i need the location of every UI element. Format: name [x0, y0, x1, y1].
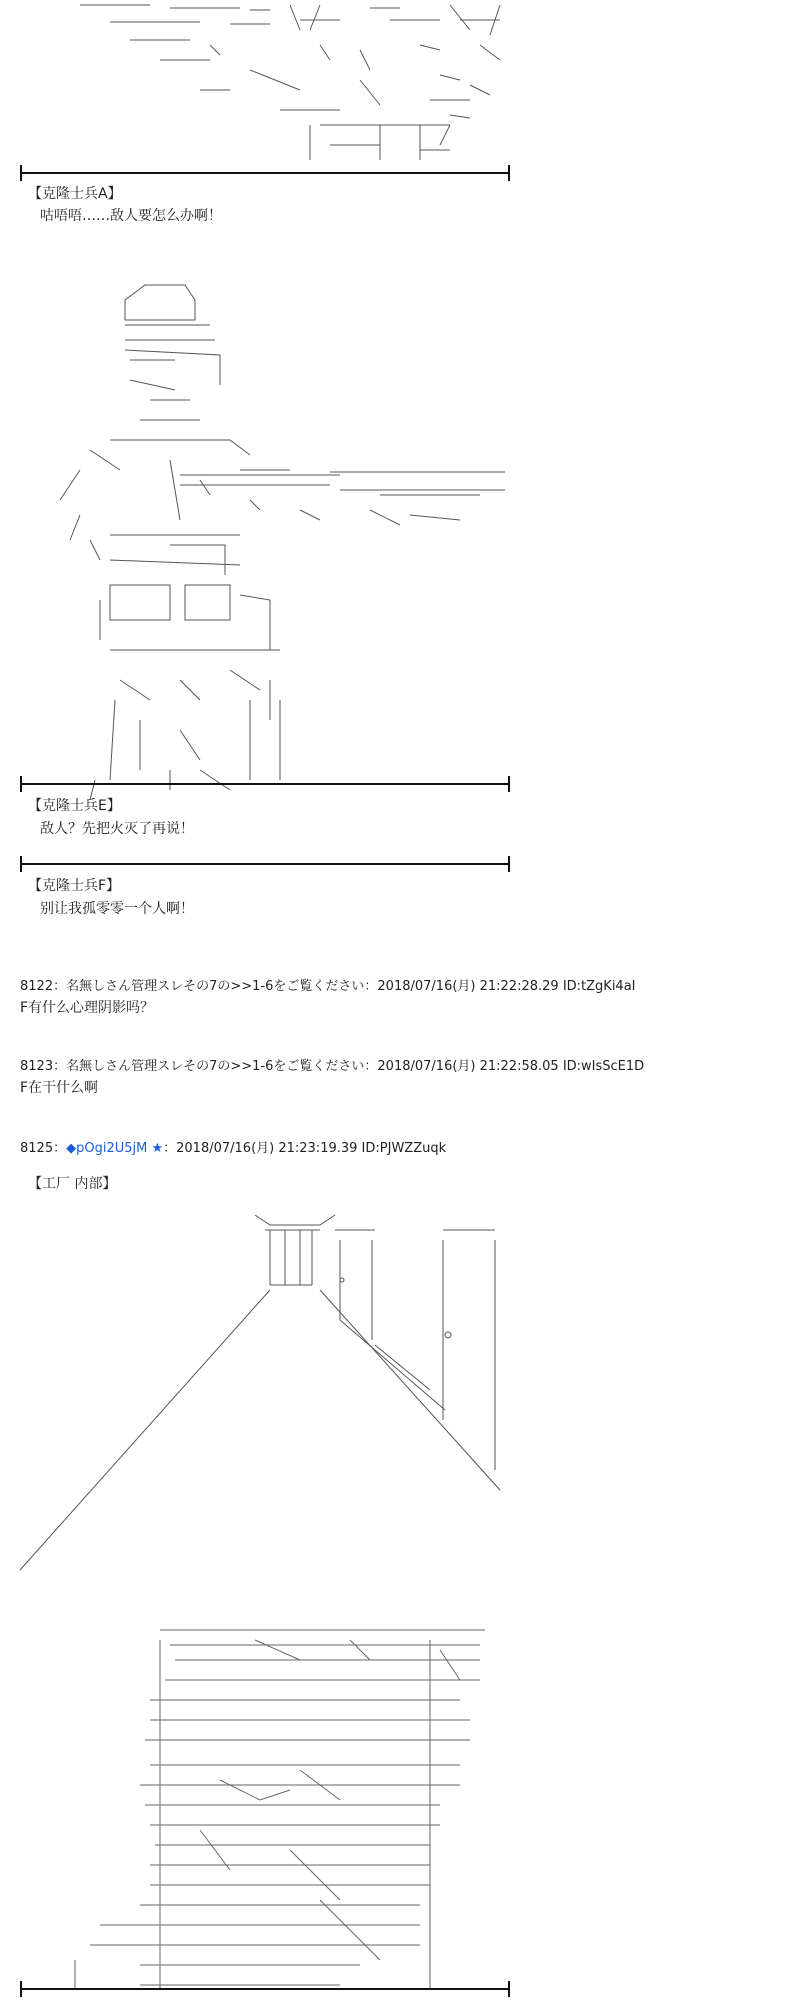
dialogue-line: 别让我孤零零一个人啊！ [40, 901, 194, 917]
post-header [20, 1055, 644, 1074]
speaker-label: 【克隆士兵F】 [28, 878, 121, 894]
post-number[interactable]: 8123 [20, 1059, 54, 1074]
post-separator: ： [53, 1141, 67, 1156]
post-separator: ： [53, 979, 67, 994]
speaker-label: 【克隆士兵E】 [28, 798, 121, 814]
post-number[interactable]: 8125 [20, 1141, 54, 1156]
poster-name: 名無しさん管理スレその7の>>1-6をご覧ください [66, 979, 365, 994]
post-number[interactable]: 8122 [20, 979, 54, 994]
speaker-label: 【克隆士兵A】 [28, 186, 122, 202]
dialogue-line: 敌人？先把火灭了再说！ [40, 821, 194, 837]
poster-name: 名無しさん管理スレその7の>>1-6をご覧ください [66, 1059, 365, 1074]
factory-interior-art [20, 1215, 500, 1570]
trip-mark: ◆ [66, 1141, 77, 1156]
divider-rule [20, 172, 510, 174]
top-figure-art [80, 5, 500, 160]
post-datetime: ：2018/07/16(月) 21:22:58.05 [364, 1059, 559, 1074]
bottom-character-art [75, 1630, 485, 1990]
poster-trip[interactable]: pOgi2U5jM [76, 1141, 148, 1156]
poster-id: ID:tZgKi4aI [562, 979, 636, 994]
post-body: F有什么心理阴影吗？ [20, 1000, 155, 1016]
post-header [20, 1137, 446, 1156]
clone-soldier-art [60, 285, 505, 800]
post-body: F在干什么啊 [20, 1080, 99, 1096]
post-datetime: ：2018/07/16(月) 21:23:19.39 [163, 1141, 358, 1156]
post-body: 【工厂 内部】 [28, 1176, 117, 1192]
dialogue-line: 咕唔唔……敌人要怎么办啊！ [40, 208, 222, 224]
divider-rule [20, 863, 510, 865]
post-separator: ： [53, 1059, 67, 1074]
poster-id: ID:wIsScE1D [562, 1059, 645, 1074]
post-datetime: ：2018/07/16(月) 21:22:28.29 [364, 979, 559, 994]
post-header [20, 975, 636, 994]
divider-rule [20, 783, 510, 785]
star-icon: ★ [151, 1141, 164, 1156]
poster-id: ID:PJWZZuqk [361, 1141, 447, 1156]
divider-rule [20, 1988, 510, 1990]
